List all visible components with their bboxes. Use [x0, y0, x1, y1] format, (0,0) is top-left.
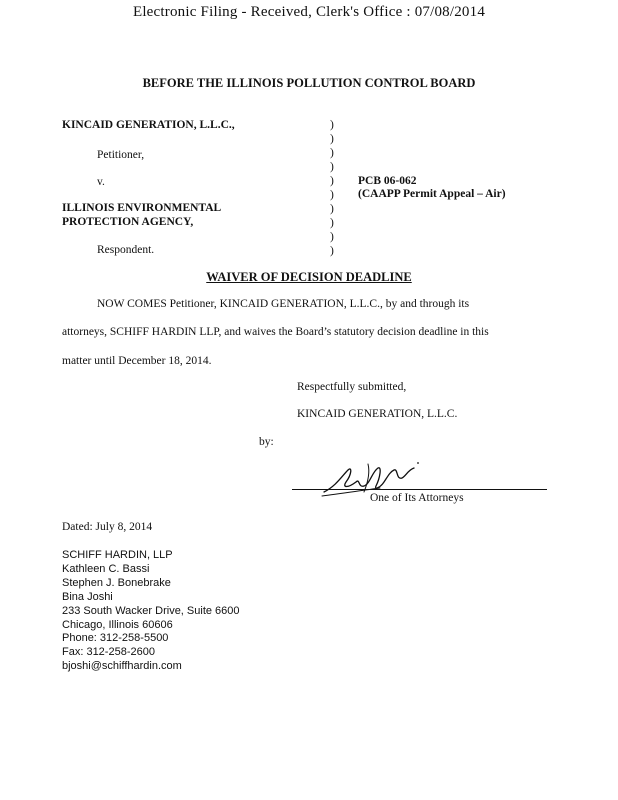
- caption-paren: ): [330, 161, 334, 173]
- counsel-attorney: Kathleen C. Bassi: [62, 562, 150, 575]
- by-label: by:: [259, 436, 274, 448]
- caption-paren: ): [330, 203, 334, 215]
- counsel-phone: Phone: 312-258-5500: [62, 632, 169, 645]
- caption-paren: ): [330, 133, 334, 145]
- counsel-city: Chicago, Illinois 60606: [62, 618, 173, 631]
- body-line-3: matter until December 18, 2014.: [62, 355, 212, 367]
- document-title: WAIVER OF DECISION DEADLINE: [206, 270, 412, 284]
- counsel-block: [62, 549, 240, 674]
- caption-paren: ): [330, 175, 334, 187]
- body-line-1: NOW COMES Petitioner, KINCAID GENERATION, L.L.C., by and through its: [97, 298, 470, 310]
- counsel-attorney: Bina Joshi: [62, 590, 113, 603]
- case-type: (CAAPP Permit Appeal – Air): [358, 188, 506, 200]
- counsel-address: 233 South Wacker Drive, Suite 6600: [62, 604, 240, 617]
- body-line-2: attorneys, SCHIFF HARDIN LLP, and waives the Board’s statutory decision deadline in this: [62, 326, 489, 338]
- counsel-attorney: Stephen J. Bonebrake: [62, 576, 171, 589]
- caption-paren: ): [330, 245, 334, 257]
- board-heading: BEFORE THE ILLINOIS POLLUTION CONTROL BOARD: [142, 76, 476, 90]
- respondent-name-line2: PROTECTION AGENCY,: [62, 216, 194, 228]
- versus: v.: [97, 176, 105, 188]
- signing-party: KINCAID GENERATION, L.L.C.: [297, 408, 458, 420]
- counsel-email: bjoshi@schiffhardin.com: [62, 660, 182, 673]
- signature-line: [292, 489, 547, 490]
- filing-stamp: Electronic Filing - Received, Clerk's Office : 07/08/2014: [132, 4, 486, 20]
- date-line: Dated: July 8, 2014: [62, 521, 153, 533]
- caption-paren: ): [330, 189, 334, 201]
- caption-paren: ): [330, 231, 334, 243]
- counsel-fax: Fax: 312-258-2600: [62, 646, 155, 659]
- signer-caption: One of Its Attorneys: [370, 492, 464, 504]
- petitioner-role: Petitioner,: [97, 149, 145, 161]
- case-number: PCB 06-062: [358, 175, 417, 187]
- respondent-name-line1: ILLINOIS ENVIRONMENTAL: [62, 202, 222, 214]
- caption-paren: ): [330, 119, 334, 131]
- counsel-firm: SCHIFF HARDIN, LLP: [62, 549, 173, 561]
- respondent-role: Respondent.: [97, 244, 155, 256]
- caption-paren: ): [330, 217, 334, 229]
- closing: Respectfully submitted,: [297, 381, 407, 393]
- caption-paren: ): [330, 147, 334, 159]
- petitioner-name: KINCAID GENERATION, L.L.C.,: [62, 119, 235, 131]
